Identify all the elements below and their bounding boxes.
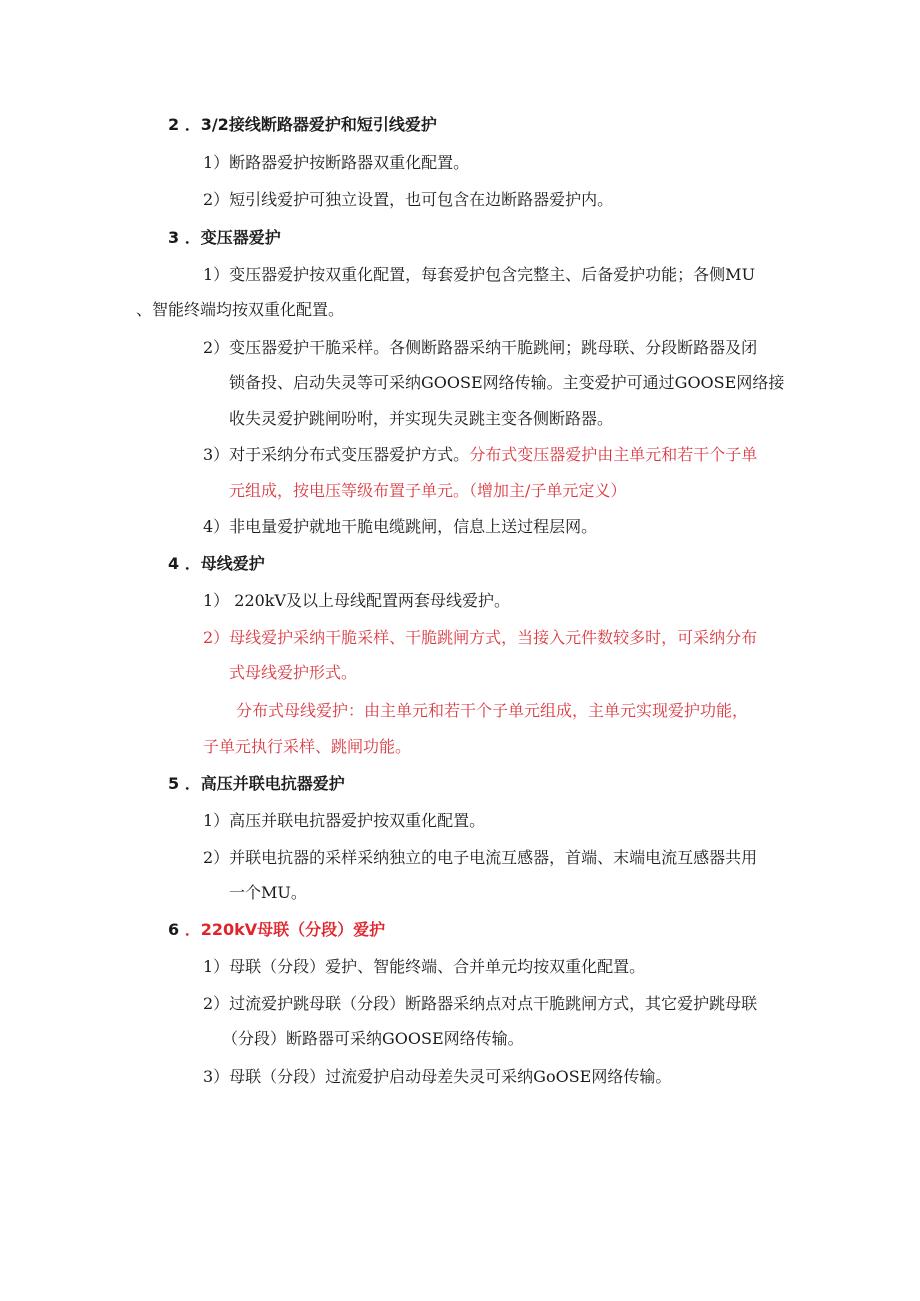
highlighted-heading: ．220kV母联（分段）爱护: [184, 920, 386, 939]
list-item: 1）母联（分段）爱护、智能终端、合并单元均按双重化配置。: [203, 957, 646, 976]
list-item: [203, 444, 757, 466]
list-item: 2）变压器爱护干脆采样。各侧断路器采纳干脆跳闸；跳母联、分段断路器及闭: [203, 338, 758, 357]
list-item: 4）非电量爱护就地干脆电缆跳闸，信息上送过程层网。: [203, 517, 598, 536]
list-item-continuation: 一个MU。: [229, 883, 307, 902]
list-item: 1）断路器爱护按断路器双重化配置。: [203, 153, 470, 172]
list-item-text: 3）对于采纳分布式变压器爱护方式。: [203, 445, 470, 464]
list-item: 2）并联电抗器的采样采纳独立的电子电流互感器，首端、末端电流互感器共用: [203, 848, 758, 867]
list-item-continuation: 锁备投、启动失灵等可采纳GOOSE网络传输。主变爱护可通过GOOSE网络接: [229, 373, 785, 392]
list-item-continuation: （分段）断路器可采纳GOOSE网络传输。: [222, 1029, 524, 1048]
list-item-continuation: 、智能终端均按双重化配置。: [136, 300, 345, 319]
highlighted-text: 式母线爱护形式。: [229, 663, 358, 682]
highlighted-text: 元组成，按电压等级布置子单元。（增加主/子单元定义）: [229, 481, 627, 500]
list-item: 3）母联（分段）过流爱护启动母差失灵可采纳GoOSE网络传输。: [203, 1067, 672, 1086]
section-heading: [168, 919, 385, 941]
list-item: 2）短引线爱护可独立设置，也可包含在边断路器爱护内。: [203, 190, 614, 209]
definition-text: 分布式母线爱护：由主单元和若干个子单元组成，主单元实现爱护功能，: [236, 701, 749, 720]
definition-text: 子单元执行采样、跳闸功能。: [203, 737, 412, 756]
section-heading: 2 ．3/2接线断路器爱护和短引线爱护: [168, 115, 437, 134]
list-item: 2）过流爱护跳母联（分段）断路器采纳点对点干脆跳闸方式，其它爱护跳母联: [203, 994, 758, 1013]
list-item-continuation: 收失灵爱护跳闸吩咐，并实现失灵跳主变各侧断路器。: [229, 409, 614, 428]
highlighted-text: 2）母线爱护采纳干脆采样、干脆跳闸方式，当接入元件数较多时，可采纳分布: [203, 628, 758, 647]
section-heading: 3 ．变压器爱护: [168, 228, 281, 247]
list-item: 1）变压器爱护按双重化配置，每套爱护包含完整主、后备爱护功能；各侧MU: [203, 265, 756, 284]
list-item: 1）高压并联电抗器爱护按双重化配置。: [203, 811, 486, 830]
section-number: 6: [168, 920, 185, 939]
highlighted-text: 分布式变压器爱护由主单元和若干个子单: [469, 445, 758, 464]
list-item: 1） 220kV及以上母线配置两套母线爱护。: [203, 591, 511, 610]
section-heading: 4 ．母线爱护: [168, 554, 265, 573]
section-heading: 5 ．高压并联电抗器爱护: [168, 774, 345, 793]
